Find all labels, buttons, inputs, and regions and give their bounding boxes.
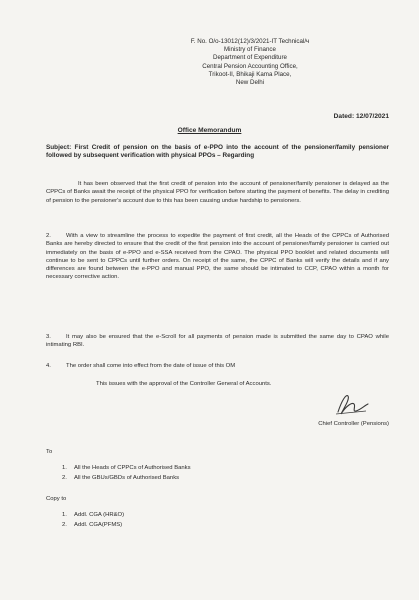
letterhead bbox=[150, 38, 350, 87]
paragraph-3-text: It may also be ensured that the e-Scroll for all payments of pension made is submitted the same day to CPAO while intimating RBI. bbox=[46, 334, 389, 349]
office-name: Central Pension Accounting Office, bbox=[202, 62, 298, 70]
list-item: 2. All the GBUs/GBDs of Authorised Banks bbox=[62, 475, 180, 481]
issue-date: Dated: 12/07/2021 bbox=[333, 113, 389, 120]
office-address-line-2: New Delhi bbox=[235, 79, 265, 87]
file-number: F. No. O/o-13012(12)/3/2021-IT Technical/ч bbox=[190, 38, 310, 45]
paragraph-2 bbox=[46, 232, 389, 282]
paragraph-4 bbox=[46, 362, 389, 370]
paragraph-1-text: It has been observed that the first credit of pension into the account of pensioner/family pensioner is delayed as the CPPCs of Banks await the receipt of the physical PPO for verification before starting the payment of benefits. The delay in crediting of pension to the pensioner's account due to this has been causing undue hardship to pensioners. bbox=[46, 181, 389, 204]
paragraph-2-text: With a view to streamline the process to expedite the payment of first credit, all the Heads of the CPPCs of Authorised Banks are hereby directed to ensure that the credit of the first pension into the account of pensioner/family pensioner is carried out immediately on the basis of e-PPO and e-SSA received from the CPAO. The physical PPO booklet and related documents will continue to be sent to CPPCs until further orders. On receipt of the same, the CPPC of Banks will verify the details and if any differences are found between the e-PPO and manual PPO, the same should be intimated to CCP, CPAO within a month for necessary corrective action. bbox=[46, 233, 389, 281]
signatory-designation: Chief Controller (Pensions) bbox=[318, 421, 389, 427]
to-label: To bbox=[46, 449, 53, 455]
list-item: 1. All the Heads of CPPCs of Authorised Banks bbox=[62, 465, 191, 471]
recipient-list bbox=[62, 463, 191, 483]
subject-line: Subject: First Credit of pension on the basis of e-PPO into the account of the pensioner/family pensioner followed by subsequent verification with physical PPOs – Regarding bbox=[46, 144, 389, 160]
signature-icon bbox=[332, 392, 372, 418]
paragraph-2-number: 2. bbox=[46, 233, 51, 239]
paragraph-3 bbox=[46, 333, 389, 350]
paragraph-4-number: 4. bbox=[46, 363, 51, 369]
copy-list bbox=[62, 510, 124, 530]
copy-to-label: Copy to bbox=[46, 496, 67, 502]
office-address-line-1: Trikoot-II, Bhikaji Kama Place, bbox=[208, 70, 292, 78]
paragraph-4-text: The order shall come into effect from the date of issue of this OM bbox=[66, 363, 236, 369]
list-item: 2. Addl. CGA(PFMS) bbox=[62, 522, 123, 528]
paragraph-3-number: 3. bbox=[46, 334, 51, 340]
list-item: 1. Addl. CGA (HR&O) bbox=[62, 512, 125, 518]
department-name: Department of Expenditure bbox=[213, 54, 287, 62]
ministry-name: Ministry of Finance bbox=[224, 46, 276, 54]
memo-title: Office Memorandum bbox=[177, 127, 242, 134]
paragraph-1 bbox=[46, 180, 389, 205]
approval-note: This issues with the approval of the Controller General of Accounts. bbox=[96, 381, 272, 387]
